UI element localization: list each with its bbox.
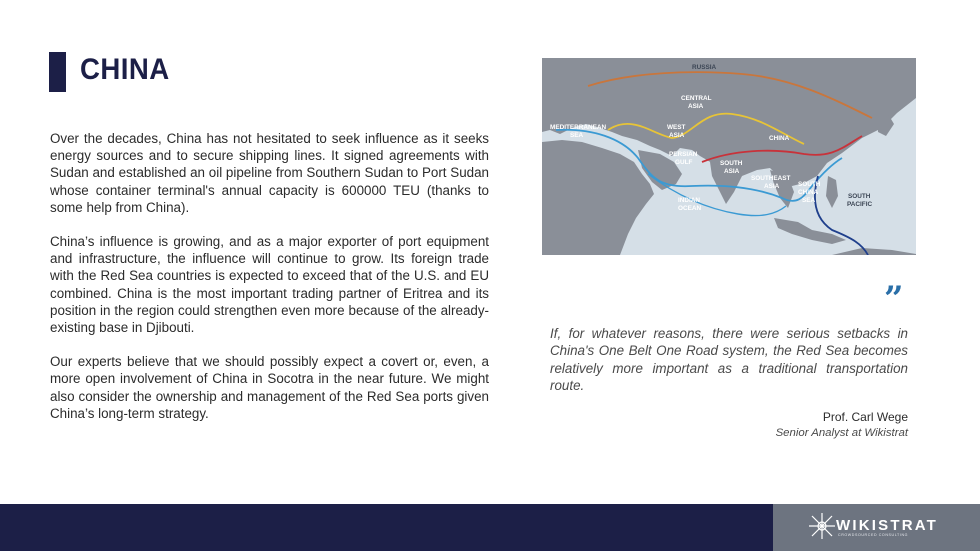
map-canvas <box>542 58 916 255</box>
label-south-china-sea-2: CHINA <box>798 189 819 196</box>
label-indian-ocean-2: OCEAN <box>678 205 702 212</box>
label-russia: RUSSIA <box>692 64 717 71</box>
quote-text: If, for whatever reasons, there were serious setbacks in China's One Belt One Road system, the Red Sea becomes relatively more important as a traditional transportation route. <box>550 326 908 394</box>
label-indian-ocean-1: INDIAN <box>678 197 701 204</box>
label-central-asia-1: CENTRAL <box>681 95 712 102</box>
label-south-asia-2: ASIA <box>724 168 740 175</box>
label-southeast-asia-2: ASIA <box>764 183 780 190</box>
wikistrat-logo-subtitle: CROWDSOURCED CONSULTING <box>838 533 909 537</box>
label-south-pacific-1: SOUTH <box>848 193 871 200</box>
label-mediterranean-1: MEDITERRANEAN <box>550 124 607 131</box>
wikistrat-logo-text: WIKISTRAT <box>836 517 939 534</box>
label-west-asia-2: ASIA <box>669 132 685 139</box>
belt-and-road-map <box>542 58 916 255</box>
page-title: CHINA <box>80 53 170 86</box>
label-west-asia-1: WEST <box>667 124 686 131</box>
label-china: CHINA <box>769 135 790 142</box>
label-south-pacific-2: PACIFIC <box>847 201 873 208</box>
label-south-china-sea-1: SOUTH <box>798 181 821 188</box>
wikistrat-star-icon <box>807 511 837 541</box>
label-southeast-asia-1: SOUTHEAST <box>751 175 791 182</box>
body-text <box>50 130 489 439</box>
quote-mark-icon: ” <box>884 279 904 319</box>
paragraph-3: Our experts believe that we should possibly expect a covert or, even, a more open involvement of China in Socotra in the near future. We might also consider the ownership and management of the Red Sea ports given China’s long-term strategy. <box>50 354 489 421</box>
paragraph-1: Over the decades, China has not hesitated to seek influence as it seeks energy sources and to secure shipping lines. It signed agreements with Sudan and established an oil pipeline from Southern Sudan to Port Sudan whose container terminal's annual capacity is 600000 TEU (thanks to some help from China). <box>50 131 489 215</box>
label-south-asia-1: SOUTH <box>720 160 743 167</box>
label-persian-gulf-1: PERSIAN <box>669 151 698 158</box>
title-accent-bar <box>49 52 66 92</box>
label-central-asia-2: ASIA <box>688 103 704 110</box>
quote-author-role: Senior Analyst at Wikistrat <box>775 427 908 439</box>
quote-author: Prof. Carl Wege <box>822 410 908 424</box>
paragraph-2: China’s influence is growing, and as a major exporter of port equipment and infrastructure, the influence will continue to grow. Its foreign trade with the Red Sea countries is expected to exceed that of the U.S. and EU combined. China is the most important trading partner of Eritrea and its position in the region could strengthen even more because of the already-existing base in Djibouti. <box>50 234 489 336</box>
label-mediterranean-2: SEA <box>570 132 584 139</box>
label-south-china-sea-3: SEA <box>802 197 816 204</box>
label-persian-gulf-2: GULF <box>675 159 693 166</box>
